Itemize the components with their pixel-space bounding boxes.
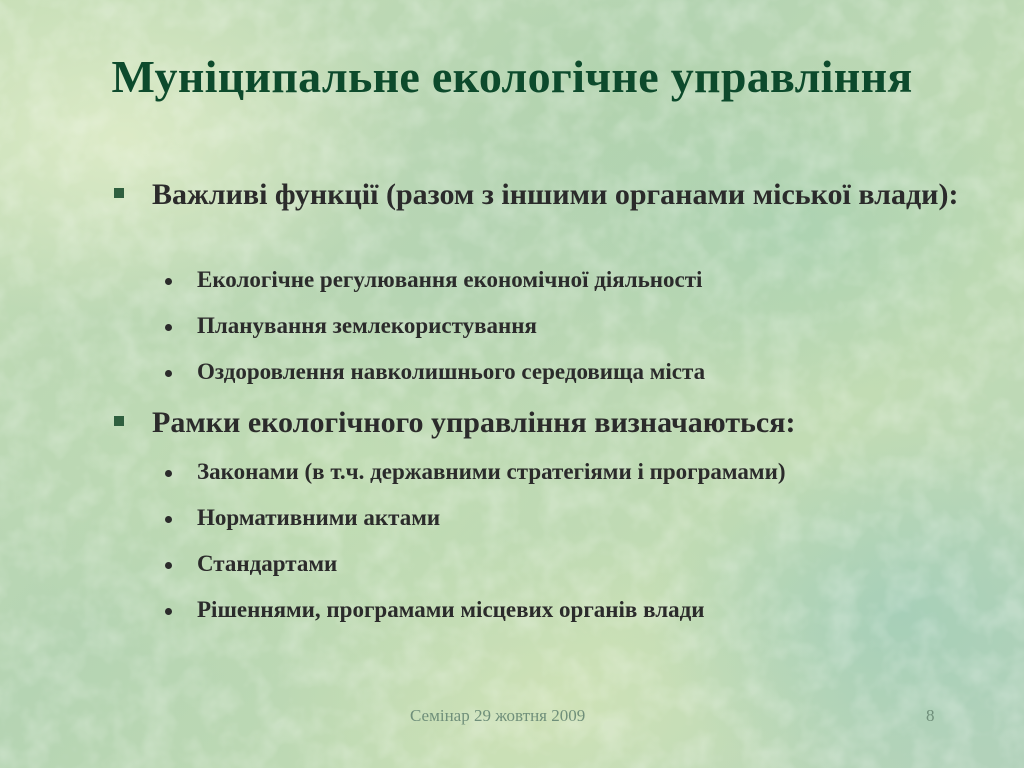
sub-bullet-text: Нормативними актами bbox=[197, 505, 441, 530]
sub-bullet-text: Рішеннями, програмами місцевих органів влади bbox=[197, 597, 705, 622]
bullet-important-functions bbox=[152, 176, 972, 214]
round-bullet-icon bbox=[165, 608, 172, 615]
round-bullet-icon bbox=[165, 562, 172, 569]
sub-bullet-text: Планування землекористування bbox=[197, 313, 537, 338]
sub-bullet-text: Оздоровлення навколишнього середовища міста bbox=[197, 359, 706, 384]
square-bullet-icon bbox=[114, 416, 124, 426]
footer-date: Семінар 29 жовтня 2009 bbox=[410, 706, 586, 725]
sub-bullet-text: Стандартами bbox=[197, 551, 338, 576]
round-bullet-icon bbox=[165, 370, 172, 377]
sub-bullet-item bbox=[197, 595, 987, 625]
sub-bullet-item bbox=[197, 311, 987, 341]
sub-bullet-item bbox=[197, 457, 987, 487]
square-bullet-icon bbox=[114, 188, 124, 198]
sub-bullet-item bbox=[197, 549, 987, 579]
sub-bullet-item bbox=[197, 503, 987, 533]
bullet-text: Важливі функції (разом з іншими органами міської влади): bbox=[152, 178, 959, 211]
round-bullet-icon bbox=[165, 516, 172, 523]
round-bullet-icon bbox=[165, 470, 172, 477]
sub-bullet-text: Законами (в т.ч. державними стратегіями і програмами) bbox=[197, 459, 786, 484]
bullet-framework bbox=[152, 404, 972, 442]
slide-title: Муніципальне екологічне управління bbox=[111, 51, 913, 102]
round-bullet-icon bbox=[165, 324, 172, 331]
sub-bullet-item bbox=[197, 357, 987, 387]
sub-bullet-item bbox=[197, 265, 987, 295]
sub-bullet-text: Екологічне регулювання економічної діяльності bbox=[197, 267, 703, 292]
round-bullet-icon bbox=[165, 278, 172, 285]
bullet-text: Рамки екологічного управління визначаються: bbox=[152, 406, 796, 439]
slide-number: 8 bbox=[926, 706, 935, 725]
